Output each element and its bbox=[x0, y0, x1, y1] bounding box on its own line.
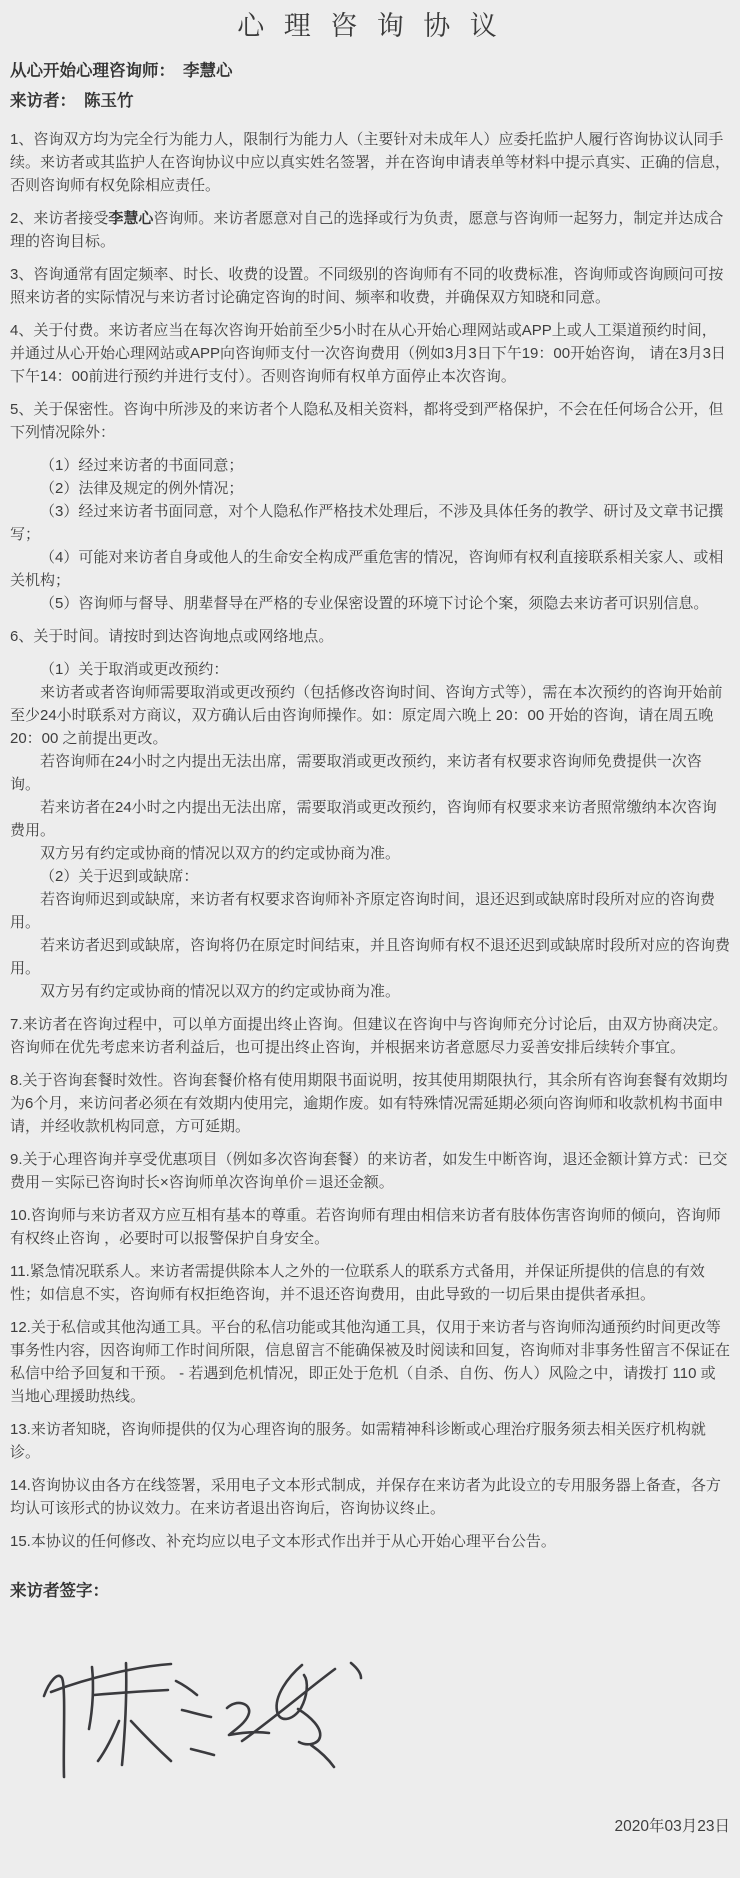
clause-text: 10.咨询师与来访者双方应互相有基本的尊重。若咨询师有理由相信来访者有肢体伤害咨询师的倾向，咨询师有权终止咨询 ，必要时可以报警保护自身安全。 bbox=[10, 1207, 721, 1247]
clause-paragraph bbox=[10, 1418, 730, 1464]
clause-subitem: 若来访者迟到或缺席，咨询将仍在原定时间结束，并且咨询师有权不退还迟到或缺席时段所对应的咨询费用。 bbox=[10, 937, 731, 977]
clause-paragraph bbox=[10, 319, 730, 388]
clause-paragraph bbox=[10, 1069, 730, 1138]
clause-subitem: 来访者或者咨询师需要取消或更改预约（包括修改咨询时间、咨询方式等），需在本次预约的咨询开始前至少24小时联系对方商议，双方确认后由咨询师操作。如：原定周六晚上 20：00 开始的咨询，请在周五晚 20：00 之前提出更改。 bbox=[10, 684, 723, 747]
clause-text: 3、咨询通常有固定频率、时长、收费的设置。不同级别的咨询师有不同的收费标准，咨询师或咨询顾问可按照来访者的实际情况与来访者讨论确定咨询的时间、频率和收费，并确保双方知晓和同意。 bbox=[10, 266, 724, 306]
signature-ink bbox=[30, 1649, 370, 1789]
clause-text: 咨询师。来访者愿意对自己的选择或行为负责，愿意与咨询师一起努力，制定并达成合理的咨询目标。 bbox=[10, 210, 724, 250]
clause-paragraph bbox=[10, 625, 730, 648]
handwritten-signature bbox=[30, 1649, 370, 1789]
client-label: 来访者： bbox=[10, 92, 76, 110]
clause-subitem: （1）经过来访者的书面同意； bbox=[40, 457, 244, 474]
counselor-line bbox=[10, 56, 730, 86]
clause-subitem: 若来访者在24小时之内提出无法出席，需要取消或更改预约，咨询师有权要求来访者照常缴纳本次咨询费用。 bbox=[10, 799, 717, 839]
clause-paragraph bbox=[10, 1204, 730, 1250]
clause-text: 5、关于保密性。咨询中所涉及的来访者个人隐私及相关资料，都将受到严格保护，不会在任何场合公开，但下列情况除外： bbox=[10, 401, 724, 441]
clause-paragraph bbox=[10, 1013, 730, 1059]
clause-text: 13.来访者知晓，咨询师提供的仅为心理咨询的服务。如需精神科诊断或心理治疗服务须去相关医疗机构就诊。 bbox=[10, 1421, 706, 1461]
clause-paragraph bbox=[10, 1316, 730, 1408]
clause-subitem: 双方另有约定或协商的情况以双方的约定或协商为准。 bbox=[40, 983, 401, 1000]
clause-text: 9.关于心理咨询并享受优惠项目（例如多次咨询套餐）的来访者，如发生中断咨询，退还金额计算方式：已交费用－实际已咨询时长×咨询师单次咨询单价＝退还金额。 bbox=[10, 1151, 728, 1191]
clause-text: 15.本协议的任何修改、补充均应以电子文本形式作出并于从心开始心理平台公告。 bbox=[10, 1533, 556, 1550]
clause-paragraph bbox=[10, 1530, 730, 1553]
clause-text: 7.来访者在咨询过程中，可以单方面提出终止咨询。但建议在咨询中与咨询师充分讨论后，由双方协商决定。咨询师在优先考虑来访者利益后，也可提出终止咨询，并根据来访者意愿尽力妥善安排后续转介事宜。 bbox=[10, 1016, 728, 1056]
clause-text: 11.紧急情况联系人。来访者需提供除本人之外的一位联系人的联系方式备用，并保证所提供的信息的有效性；如信息不实，咨询师有权拒绝咨询，并不退还咨询费用，由此导致的一切后果由提供者承担。 bbox=[10, 1263, 705, 1303]
clause-text: 1、咨询双方均为完全行为能力人，限制行为能力人（主要针对未成年人）应委托监护人履行咨询协议认同手续。来访者或其监护人在咨询协议中应以真实姓名签署，并在咨询申请表单等材料中提示真实、正确的信息，否则咨询师有权免除相应责任。 bbox=[10, 131, 731, 194]
clause-text: 14.咨询协议由各方在线签署，采用电子文本形式制成，并保存在来访者为此设立的专用服务器上备查，各方均认可该形式的协议效力。在来访者退出咨询后，咨询协议终止。 bbox=[10, 1477, 721, 1517]
clause-subitem: 若咨询师迟到或缺席，来访者有权要求咨询师补齐原定咨询时间，退还迟到或缺席时段所对应的咨询费用。 bbox=[10, 891, 716, 931]
clause-subitem: （1）关于取消或更改预约： bbox=[40, 661, 229, 678]
clause-paragraph bbox=[10, 263, 730, 309]
client-line bbox=[10, 86, 730, 116]
clause-text: 12.关于私信或其他沟通工具。平台的私信功能或其他沟通工具，仅用于来访者与咨询师沟通预约时间更改等事务性内容，因咨询师工作时间所限，信息留言不能确保被及时阅读和回复，咨询师对非事务性留言不保证在私信中给予回复和干预。 - 若遇到危机情况，即正处于危机（自杀、自伤、伤人）风险之中，请拨打 110 或当地心理援助热线。 bbox=[10, 1319, 731, 1405]
clause-text: 6、关于时间。请按时到达咨询地点或网络地点。 bbox=[10, 628, 334, 645]
clause-paragraph bbox=[10, 1260, 730, 1306]
clause-paragraph bbox=[10, 1148, 730, 1194]
clause-paragraph bbox=[10, 128, 730, 197]
clause-paragraph bbox=[10, 207, 730, 253]
signature-date: 2020年03月23日 bbox=[614, 1818, 730, 1835]
counselor-name: 李慧心 bbox=[183, 62, 233, 80]
clause-subitem: （2）法律及规定的例外情况； bbox=[40, 480, 244, 497]
signature-label: 来访者签字： bbox=[10, 1582, 109, 1600]
clause-subitem: （5）咨询师与督导、朋辈督导在严格的专业保密设置的环境下讨论个案，须隐去来访者可识别信息。 bbox=[40, 595, 709, 612]
counselor-label: 从心开始心理咨询师： bbox=[10, 62, 175, 80]
clause-paragraph bbox=[10, 1474, 730, 1520]
clause-text: 4、关于付费。来访者应当在每次咨询开始前至少5小时在从心开始心理网站或APP上或人工渠道预约时间，并通过从心开始心理网站或APP向咨询师支付一次咨询费用（例如3月3日下午19：00开始咨询， 请在3月3日下午14：00前进行预约并进行支付）。否则咨询师有权单方面停止本次咨询。 bbox=[10, 322, 726, 385]
clause-paragraph bbox=[10, 398, 730, 444]
clause-text: 8.关于咨询套餐时效性。咨询套餐价格有使用期限书面说明，按其使用期限执行，其余所有咨询套餐有效期均为6个月，来访问者必须在有效期内使用完，逾期作废。如有特殊情况需延期必须向咨询师和收款机构书面申请，并经收款机构同意，方可延期。 bbox=[10, 1072, 728, 1135]
clause-bold-text: 李慧心 bbox=[108, 210, 154, 227]
clause-text: 2、来访者接受 bbox=[10, 210, 109, 227]
clause-subitem: （4）可能对来访者自身或他人的生命安全构成严重危害的情况，咨询师有权利直接联系相关家人、或相关机构； bbox=[10, 549, 724, 589]
clause-subitem: 双方另有约定或协商的情况以双方的约定或协商为准。 bbox=[40, 845, 401, 862]
clause-subitem: 若咨询师在24小时之内提出无法出席，需要取消或更改预约，来访者有权要求咨询师免费提供一次咨询。 bbox=[10, 753, 702, 793]
clause-subitem: （2）关于迟到或缺席： bbox=[40, 868, 199, 885]
client-name: 陈玉竹 bbox=[84, 92, 134, 110]
page-title: 心 理 咨 询 协 议 bbox=[237, 11, 503, 41]
clause-subitem: （3）经过来访者书面同意，对个人隐私作严格技术处理后，不涉及具体任务的教学、研讨及文章书记撰写； bbox=[10, 503, 724, 543]
clause-list bbox=[10, 128, 730, 1553]
